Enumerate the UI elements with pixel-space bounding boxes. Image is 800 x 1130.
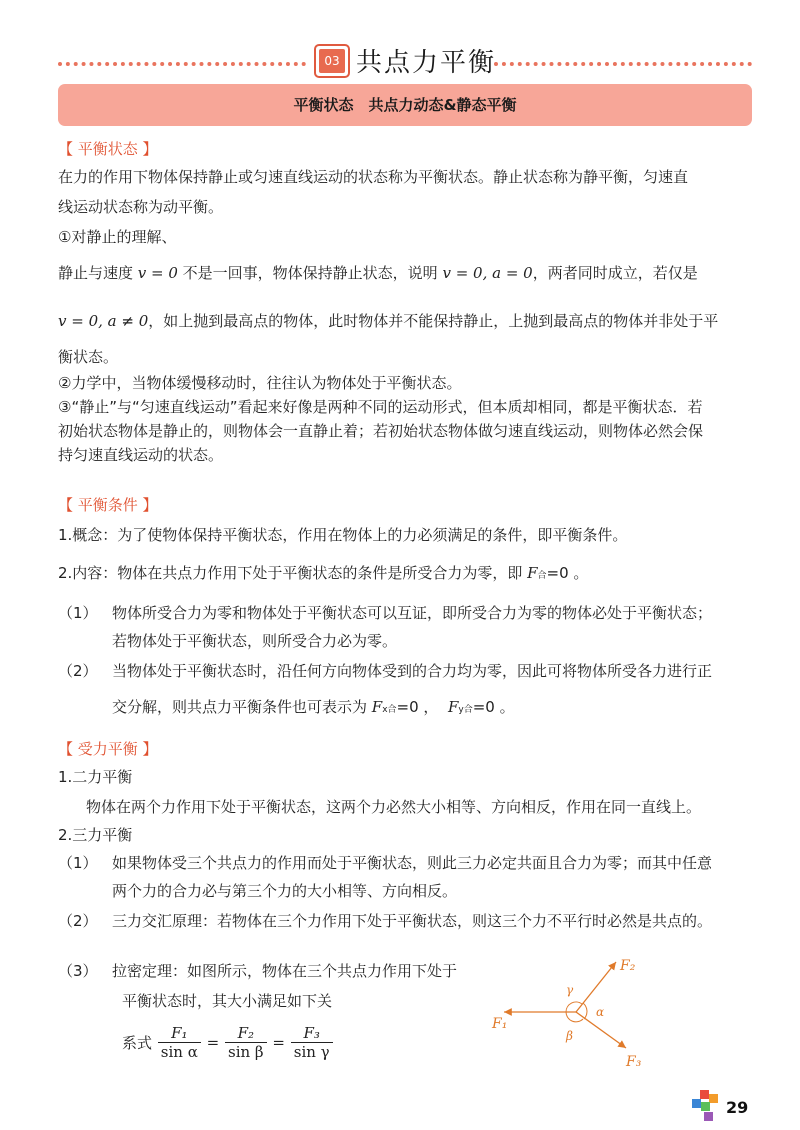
paragraph-line <box>58 310 718 331</box>
list-number: （2） <box>58 662 98 680</box>
chapter-badge <box>314 44 350 78</box>
list-number: （3） <box>58 962 98 980</box>
heading-equilibrium-state: 【 平衡状态 】 <box>58 140 158 158</box>
angle-arc-beta <box>566 1012 583 1022</box>
text-span: =0 。 <box>472 698 515 716</box>
list-item: ①对静止的理解、 <box>58 228 177 246</box>
math-expression: v = 0 <box>137 264 178 282</box>
paragraph-line: 初始状态物体是静止的，则物体会一直静止着；若初始状态物体做匀速直线运动，则物体必然会保 <box>58 422 704 440</box>
fraction-denominator: sin β <box>228 1043 264 1061</box>
math-subscript: y合 <box>458 705 473 715</box>
lami-formula <box>122 1024 334 1061</box>
list-number: （1） <box>58 854 98 872</box>
logo-square <box>692 1099 701 1108</box>
math-symbol: F <box>371 698 383 716</box>
text-span: ，如上抛到最高点的物体，此时物体并不能保持静止，上抛到最高点的物体并非处于平 <box>148 312 719 330</box>
text-span: ，两者同时成立，若仅是 <box>532 264 698 282</box>
text-span: 2.内容：物体在共点力作用下处于平衡状态的条件是所受合力为零，即 <box>58 564 528 582</box>
paragraph-line: 1.概念：为了使物体保持平衡状态，作用在物体上的力必须满足的条件，即平衡条件。 <box>58 526 628 544</box>
lami-force-diagram <box>480 950 660 1080</box>
list-item: ②力学中，当物体缓慢移动时，往往认为物体处于平衡状态。 <box>58 374 462 392</box>
list-item: ③“静止”与“匀速直线运动”看起来好像是两种不同的运动形式，但本质却相同，都是平衡状态．若 <box>58 398 703 416</box>
math-subscript: 合 <box>537 571 547 581</box>
math-subscript: x合 <box>382 705 397 715</box>
paragraph-line: 两个力的合力必与第三个力的大小相等、方向相反。 <box>112 882 458 900</box>
header-divider-left <box>58 62 306 66</box>
angle-arc-alpha <box>583 1003 587 1019</box>
paragraph-line: 物体在两个力作用下处于平衡状态，这两个力必然大小相等、方向相反，作用在同一直线上。 <box>86 798 702 816</box>
publisher-logo <box>692 1090 720 1122</box>
logo-square <box>704 1112 713 1121</box>
list-item: 拉密定理：如图所示，物体在三个共点力作用下处于 <box>112 962 458 980</box>
section-banner: 平衡状态 共点力动态&静态平衡 <box>58 84 752 126</box>
logo-square <box>700 1090 709 1099</box>
list-item: 物体所受合力为零和物体处于平衡状态可以互证，即所受合力为零的物体必处于平衡状态； <box>112 604 713 622</box>
paragraph-line: 若物体处于平衡状态，则所受合力必为零。 <box>112 632 398 650</box>
heading-force-balance: 【 受力平衡 】 <box>58 740 158 758</box>
text-span: 交分解，则共点力平衡条件也可表示为 <box>112 698 372 716</box>
list-item: 如果物体受三个共点力的作用而处于平衡状态，则此三力必定共面且合力为零；而其中任意 <box>112 854 713 872</box>
label-f3: F₃ <box>626 1054 642 1070</box>
paragraph-line <box>112 696 515 717</box>
label-gamma: γ <box>566 983 574 997</box>
math-expression: v = 0, a ≠ 0 <box>58 312 149 330</box>
heading-equilibrium-condition: 【 平衡条件 】 <box>58 496 158 514</box>
label-f2: F₂ <box>620 958 636 974</box>
fraction-numerator: F₃ <box>291 1024 333 1043</box>
logo-square <box>701 1102 710 1111</box>
subheading: 2.三力平衡 <box>58 826 133 844</box>
list-number: （1） <box>58 604 98 622</box>
math-expression: v = 0, a = 0 <box>442 264 533 282</box>
paragraph-line: 平衡状态时，其大小满足如下关 <box>122 992 333 1010</box>
page-number: 29 <box>726 1098 749 1117</box>
paragraph-line <box>58 562 588 583</box>
label-f1: F₁ <box>492 1016 508 1032</box>
fraction-denominator: sin γ <box>293 1043 330 1061</box>
paragraph-line <box>58 262 698 283</box>
label-beta: β <box>566 1029 573 1043</box>
text-span: 不是一回事，物体保持静止状态，说明 <box>177 264 443 282</box>
label-alpha: α <box>596 1005 605 1019</box>
paragraph-line: 衡状态。 <box>58 348 119 366</box>
logo-square <box>709 1094 718 1103</box>
list-item: 三力交汇原理：若物体在三个力作用下处于平衡状态，则这三个力不平行时必然是共点的。 <box>112 912 713 930</box>
header-divider-right <box>494 62 752 66</box>
fraction-f2 <box>225 1024 267 1061</box>
list-item: 当物体处于平衡状态时，沿任何方向物体受到的合力均为零，因此可将物体所受各力进行正 <box>112 662 713 680</box>
list-number: （2） <box>58 912 98 930</box>
math-symbol: F <box>527 564 538 582</box>
fraction-numerator: F₂ <box>225 1024 267 1043</box>
fraction-f3 <box>291 1024 333 1061</box>
fraction-f1 <box>158 1024 201 1061</box>
math-symbol: F <box>447 698 459 716</box>
text-span: 静止与速度 <box>58 264 138 282</box>
fraction-numerator: F₁ <box>158 1024 201 1043</box>
paragraph-line: 在力的作用下物体保持静止或匀速直线运动的状态称为平衡状态。静止状态称为静平衡，匀速直 <box>58 168 689 186</box>
fraction-denominator: sin α <box>160 1043 198 1061</box>
equals-sign: = <box>206 1033 220 1052</box>
chapter-number: 03 <box>319 49 345 73</box>
paragraph-line: 持匀速直线运动的状态。 <box>58 446 224 464</box>
chapter-title: 共点力平衡 <box>356 48 497 78</box>
text-span: =0 。 <box>546 564 589 582</box>
paragraph-line: 线运动状态称为动平衡。 <box>58 198 224 216</box>
formula-prefix: 系式 <box>122 1034 153 1052</box>
subheading: 1.二力平衡 <box>58 768 133 786</box>
text-span: =0 ， <box>396 698 439 716</box>
equals-sign: = <box>272 1033 285 1052</box>
